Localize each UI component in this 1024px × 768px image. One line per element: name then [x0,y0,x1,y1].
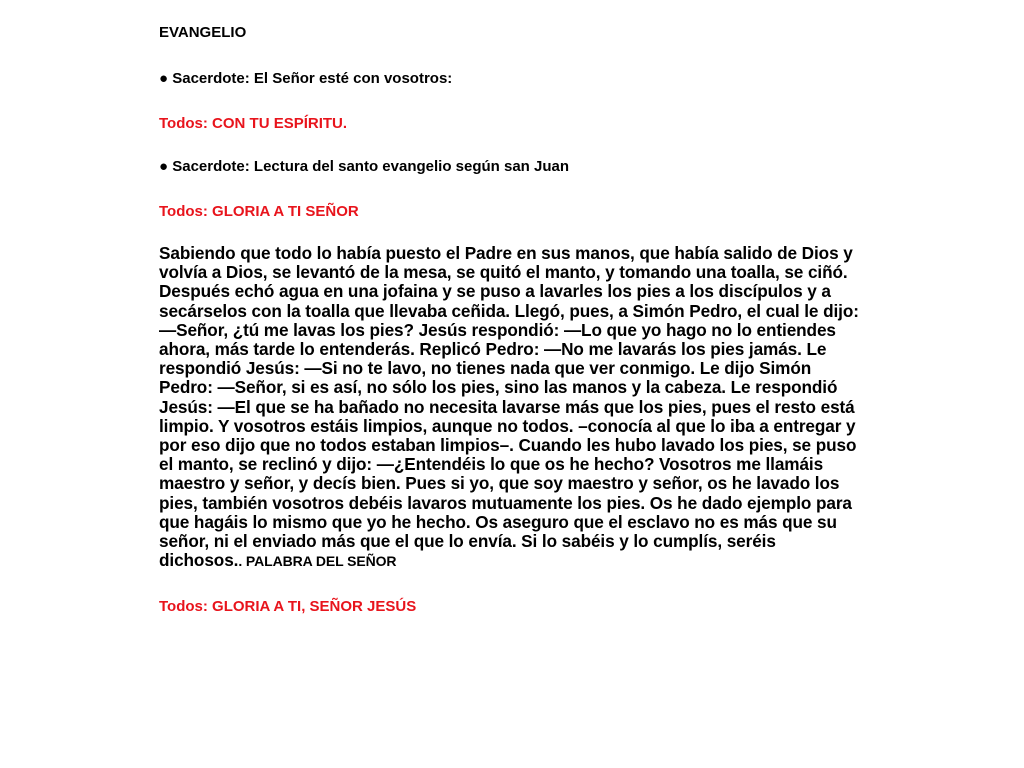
people-response-glory: Todos: GLORIA A TI SEÑOR [159,203,359,220]
gospel-reading-text: Sabiendo que todo lo había puesto el Padre en sus manos, que había salido de Dios y volvía a Dios, se levantó de la mesa, se quitó el manto, y tomando una toalla, se ciñó. Después echó agua en una jofaina y se puso a lavarles los pies a los discípulos y a secárselos con la toalla que llevaba ceñida. Llegó, pues, a Simón Pedro, el cual le dijo: —Señor, ¿tú me lavas los pies? Jesús respondió: —Lo que yo hago no lo entiendes ahora, más tarde lo entenderás. Replicó Pedro: —No me lavarás los pies jamás. Le respondió Jesús: —Si no te lavo, no tienes nada que ver conmigo. Le dijo Simón Pedro: —Señor, si es así, no sólo los pies, sino las manos y la cabeza. Le respondió Jesús: —El que se ha bañado no necesita lavarse más que los pies, pues el resto está limpio. Y vosotros estáis limpios, aunque no todos. –conocía al que lo iba a entregar y por eso dijo que no todos estaban limpios–. Cuando les hubo lavado los pies, se puso el manto, se reclinó y dijo: —¿Entendéis lo que os he hecho? Vosotros me llamáis maestro y señor, y decís bien. Pues si yo, que soy maestro y señor, os he lavado los pies, también vosotros debéis lavaros mutuamente los pies. Os he dado ejemplo para que hagáis lo mismo que yo he hecho. Os aseguro que el esclavo no es más que su señor, ni el enviado más que el que lo envía. Si lo sabéis y lo cumplís, seréis dichosos. [159,243,859,571]
word-of-the-lord: . PALABRA DEL SEÑOR [238,553,397,570]
people-response-spirit: Todos: CON TU ESPÍRITU. [159,115,348,132]
page-title: EVANGELIO [159,24,247,41]
gospel-reading [159,244,861,571]
final-response: Todos: GLORIA A TI, SEÑOR JESÚS [159,598,417,615]
priest-line-greeting: ● Sacerdote: El Señor esté con vosotros: [159,70,453,87]
slide-content [159,0,859,768]
priest-line-announcement: ● Sacerdote: Lectura del santo evangelio según san Juan [159,158,570,175]
